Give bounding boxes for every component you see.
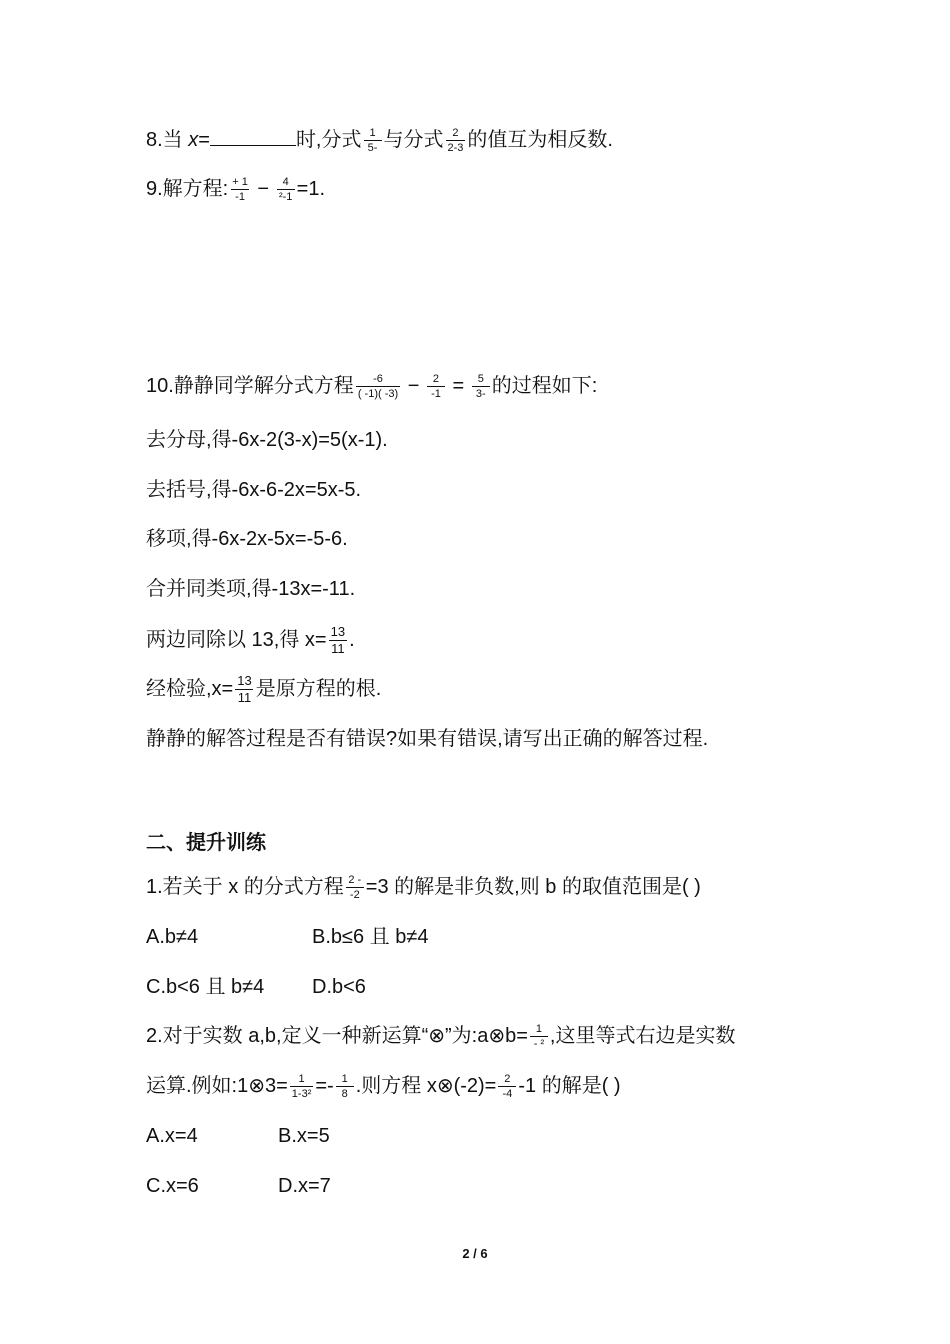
q8-fraction-1 [364,127,382,154]
p2-line2-prefix: 运算.例如:1⊗3= [146,1075,288,1097]
problem-2-line-2 [146,1072,621,1100]
q9-f1-num: + 1 [232,176,248,189]
p1-option-b: B.b≤6 且 b≠4 [312,926,429,948]
p2-fraction-1 [530,1023,548,1050]
q8-eq: = [198,129,210,151]
q10-step5-suffix: . [349,628,355,651]
q10-step5-fraction [329,625,347,656]
q10-step-4: 合并同类项,得-13x=-11. [146,578,356,600]
q10-suffix: 的过程如下: [491,375,598,397]
p1-option-a: A.b≠4 [146,926,199,948]
p1-f-num: 2 - [348,874,362,887]
q10-step5-num: 13 [330,624,346,639]
question-10 [146,372,597,400]
p2-option-b: B.x=5 [278,1125,330,1147]
q10-minus: − [407,375,420,397]
q8-suffix: 的值互为相反数. [467,129,613,151]
q8-fraction-2 [446,127,466,154]
p1-suffix: =3 的解是非负数,则 b 的取值范围是( ) [365,876,701,898]
q9-fraction-1 [230,176,250,203]
p2-option-d: D.x=7 [278,1175,331,1197]
q10-equals: = [452,375,465,397]
problem-2-line-1 [146,1022,735,1050]
p1-option-d: D.b<6 [312,976,366,998]
q10-step-6 [146,674,381,705]
p2-line2-suffix: -1 的解是( ) [518,1075,621,1097]
q10-step-1: 去分母,得-6x-2(3-x)=5(x-1). [146,429,388,451]
q10-f1-num: -6 [373,373,383,386]
q10-step5-den: 11 [329,640,347,656]
page-number: 2 / 6 [462,1246,488,1261]
p1-option-c: C.b<6 且 b≠4 [146,976,265,998]
p2-f2-den: 1-3² [291,1088,312,1101]
q9-f1-den: -1 [231,189,249,203]
q8-prefix: 8.当 [146,129,189,151]
p1-f-den: -2 [346,887,364,901]
p2-line1-suffix: ,这里等式右边是实数 [549,1025,736,1047]
q10-step6-fraction [235,674,253,705]
problem-1 [146,873,701,901]
q10-f1-den: ( -1)( -3) [357,388,399,401]
p2-eq2: =- [315,1075,334,1097]
p1-prefix: 1.若关于 x 的分式方程 [146,876,344,898]
q10-step-5 [146,625,355,656]
q9-f2-den: ²-1 [277,189,295,203]
q10-f2-num: 2 [432,373,440,386]
q8-blank [210,127,296,146]
p2-f1-num: 1 [535,1023,542,1036]
q10-step5-prefix: 两边同除以 13,得 x= [146,628,327,651]
q8-f1-den: 5- [364,140,382,154]
q9-suffix: =1. [296,178,326,200]
q10-f2-den: -1 [427,386,445,400]
q8-f1-num: 1 [369,127,376,140]
q10-fraction-1 [356,373,400,400]
p2-f4-num: 2 [504,1073,511,1086]
q8-mid1: 时,分式 [295,129,362,151]
q10-step6-den: 11 [235,689,253,705]
p2-fraction-4 [498,1073,516,1100]
p2-option-a: A.x=4 [146,1125,198,1147]
p2-option-c: C.x=6 [146,1175,199,1197]
p2-f3-den: 8 [336,1086,354,1100]
q8-f2-den: 2-3 [447,142,464,155]
question-8 [146,126,613,154]
p2-f2-num: 1 [298,1073,305,1086]
p2-line1-prefix: 2.对于实数 a,b,定义一种新运算“⊗”为:a⊗b= [146,1025,528,1047]
q9-minus: − [257,178,270,200]
q10-step-3: 移项,得-6x-2x-5x=-5-6. [146,528,348,550]
q9-f2-num: 4 [282,176,289,189]
q10-fraction-2 [427,373,445,400]
p2-f1-den: - ² [530,1036,548,1050]
q10-f3-num: 5 [477,373,484,386]
q10-step-2: 去括号,得-6x-6-2x=5x-5. [146,479,362,501]
q10-step6-num: 13 [237,673,252,688]
section-title: 二、提升训练 [146,832,266,854]
q8-f2-num: 2 [452,127,459,140]
q10-step6-suffix: 是原方程的根. [255,677,382,700]
q10-prefix: 10.静静同学解分式方程 [146,375,354,397]
p2-fraction-3 [336,1073,354,1100]
p2-fraction-2 [290,1073,314,1100]
q9-prefix: 9.解方程: [146,178,229,200]
q8-var: x [188,129,199,151]
p2-line2-mid: .则方程 x⊗(-2)= [355,1075,497,1097]
p2-f4-den: -4 [498,1086,516,1100]
p1-fraction [346,874,364,901]
q10-question: 静静的解答过程是否有错误?如果有错误,请写出正确的解答过程. [146,728,709,750]
q8-mid2: 与分式 [383,129,444,151]
q10-fraction-3 [472,373,490,400]
q10-step6-prefix: 经检验,x= [146,677,234,700]
q9-fraction-2 [277,176,295,203]
question-9 [146,175,325,203]
q10-f3-den: 3- [472,386,490,400]
p2-f3-num: 1 [341,1073,348,1086]
